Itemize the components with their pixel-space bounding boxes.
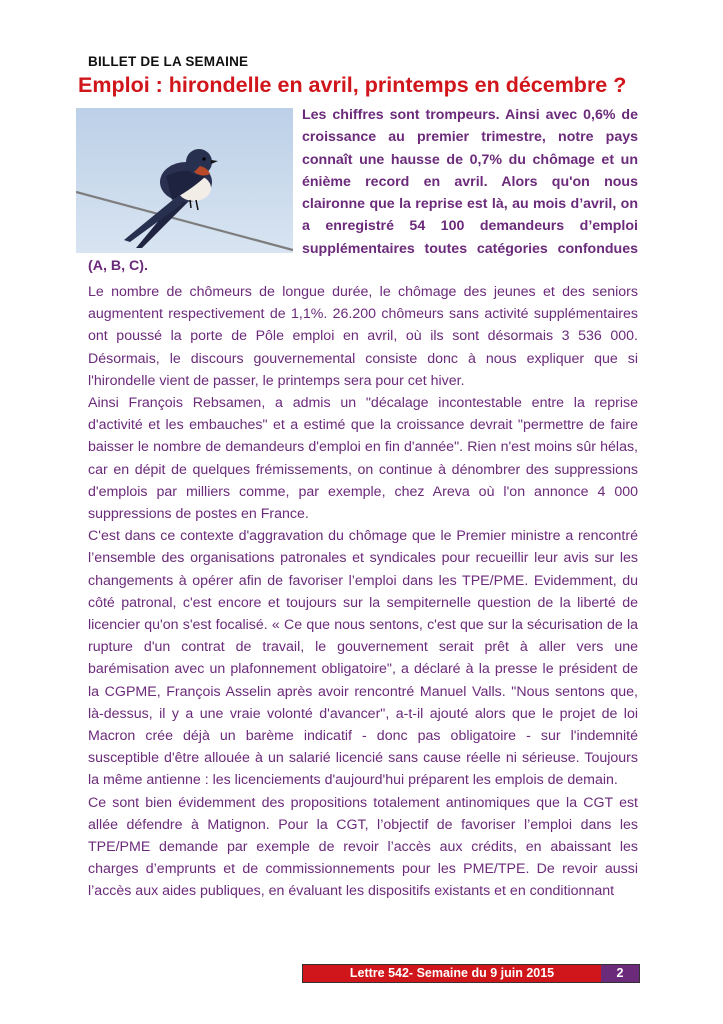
article-paragraph: C'est dans ce contexte d'aggravation du chômage que le Premier ministre a rencontré l’ensemble des organisations patronales et syndicales pour recueillir leur avis sur les changements à opérer afin de favoriser l’emploi dans les TPE/PME. Evidemment, du côté patronal, c'est encore et toujours sur la sempiternelle question de la liberté de licencier qu'on s'est focalisé. « Ce que nous sentons, c'est que sur la sécurisation de la rupture d'un contrat de travail, le gouvernement serait prêt à aller vers une barémisation avec un plafonnement obligatoire", a déclaré à la presse le président de la CGPME, François Asselin après avoir rencontré Manuel Valls. "Nous sentons que, là-dessus, il y a une vraie volonté d'avancer", a-t-il ajouté alors que le projet de loi Macron crée déjà un barème indicatif - donc pas obligatoire - sur l'indemnité susceptible d'être allouée à un salarié licencié sans cause réelle ni sérieuse. Toujours la même antienne : les licenciements d'aujourd'hui préparent les emplois de demain. <box>88 528 638 789</box>
lead-paragraph-end: (A, B, C). <box>88 258 148 274</box>
page-title: Emploi : hirondelle en avril, printemps en décembre ? <box>78 73 627 97</box>
section-kicker: BILLET DE LA SEMAINE <box>88 54 249 69</box>
article-paragraph: Le nombre de chômeurs de longue durée, le chômage des jeunes et des seniors augmentent respectivement de 1,1%. 26.200 chômeurs sans activité supplémentaires ont poussé la porte de Pôle emploi en avril, où ils sont désormais 3 536 000. Désormais, le discours gouvernemental consiste donc à nous expliquer que si l'hirondelle vient de passer, le printemps sera pour cet hiver. <box>88 284 638 389</box>
footer-bar <box>302 964 640 983</box>
article-paragraph: Ce sont bien évidemment des propositions totalement antinomiques que la CGT est allée défendre à Matignon. Pour la CGT, l’objectif de favoriser l’emploi dans les TPE/PME demande par exemple de revoir l’accès aux crédits, en abaissant les charges d’emprunts et de commissionnements pour les PME/TPE. De revoir aussi l’accès aux aides publiques, en évaluant les dispositifs existants et en conditionnant <box>88 794 638 900</box>
article-body <box>88 281 638 903</box>
article-paragraph: Ainsi François Rebsamen, a admis un "décalage incontestable entre la reprise d'activité et les embauches" et a estimé que la croissance devrait "permettre de faire baisser le nombre de demandeurs d'emploi en fin d'année". Rien n'est moins sûr hélas, car en dépit de quelques frémissements, on continue à dénombrer des suppressions d'emplois par milliers comme, par exemple, chez Areva où l'on annonce 4 000 suppressions de postes en France. <box>88 395 638 523</box>
lead-paragraph: Les chiffres sont trompeurs. Ainsi avec 0,6% de croissance au premier trimestre, notre pays connaît une hausse de 0,7% du chômage et un énième record en avril. Alors qu'on nous claironne que la reprise est là, au mois d’avril, on a enregistré 54 100 demandeurs d’emploi supplémentaires toutes catégories confondues <box>302 107 638 257</box>
footer-issue-label: Lettre 542- Semaine du 9 juin 2015 <box>303 965 601 982</box>
swallow-bird-photo <box>76 108 293 253</box>
page-number: 2 <box>601 965 639 982</box>
